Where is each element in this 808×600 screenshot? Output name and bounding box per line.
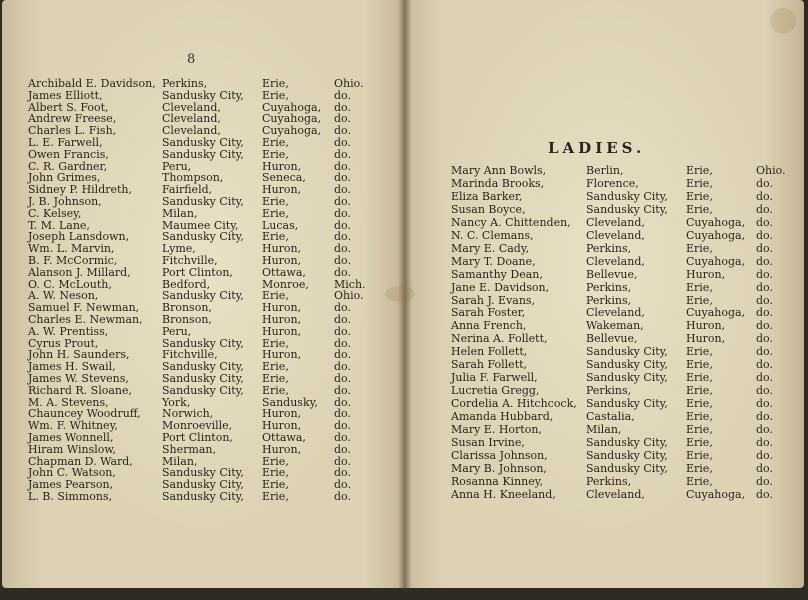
member-name: Anna French, bbox=[451, 319, 527, 333]
member-county: Erie, bbox=[686, 358, 713, 372]
member-state: do. bbox=[334, 324, 351, 338]
member-county: Erie, bbox=[686, 345, 713, 359]
member-town: Lyme, bbox=[162, 242, 196, 256]
member-town: Sandusky City, bbox=[162, 336, 244, 350]
member-county: Erie, bbox=[262, 289, 289, 303]
member-county: Cuyahoga, bbox=[686, 306, 746, 320]
member-county: Erie, bbox=[686, 176, 713, 190]
member-state: do. bbox=[334, 147, 351, 161]
member-town: Milan, bbox=[586, 423, 622, 436]
member-name: Richard R. Sloane, bbox=[28, 383, 133, 397]
member-state: do. bbox=[756, 254, 773, 268]
member-name: Cyrus Prout, bbox=[28, 336, 99, 350]
member-town: Bronson, bbox=[162, 313, 212, 326]
member-town: Cleveland, bbox=[586, 306, 645, 320]
member-town: Cleveland, bbox=[586, 487, 645, 501]
member-state: do. bbox=[756, 358, 773, 372]
member-county: Cuyahoga, bbox=[686, 487, 746, 501]
member-county: Erie, bbox=[686, 461, 713, 475]
member-county: Erie, bbox=[262, 230, 289, 244]
member-state: do. bbox=[756, 410, 773, 424]
member-state: do. bbox=[334, 195, 351, 208]
member-state: do. bbox=[756, 371, 773, 385]
member-town: Sandusky City, bbox=[586, 358, 668, 372]
member-town: Sandusky City, bbox=[586, 397, 668, 411]
member-county: Erie, bbox=[262, 454, 289, 468]
member-town: Sandusky City, bbox=[162, 360, 244, 374]
member-state: Ohio. bbox=[756, 164, 786, 177]
member-town: Sandusky City, bbox=[162, 230, 244, 244]
member-state: do. bbox=[334, 383, 351, 397]
member-town: Sandusky City, bbox=[586, 435, 668, 449]
member-county: Erie, bbox=[686, 435, 713, 449]
member-name: Clarissa Johnson, bbox=[451, 448, 548, 462]
member-name: Cordelia A. Hitchcock, bbox=[451, 397, 577, 411]
member-name: A. W. Prentiss, bbox=[28, 324, 109, 338]
member-town: Peru, bbox=[162, 324, 192, 338]
member-state: do. bbox=[334, 136, 351, 149]
member-town: Cleveland, bbox=[162, 124, 221, 138]
member-county: Cuyahoga, bbox=[262, 112, 322, 126]
member-name: J. B. Johnson, bbox=[28, 195, 102, 208]
member-county: Erie, bbox=[262, 478, 289, 492]
member-name: Wm. L. Marvin, bbox=[28, 242, 115, 256]
member-county: Erie, bbox=[262, 77, 289, 90]
paper-stain bbox=[385, 286, 415, 302]
member-county: Huron, bbox=[262, 242, 302, 256]
member-state: do. bbox=[334, 124, 351, 138]
member-town: Bellevue, bbox=[586, 332, 638, 346]
member-state: do. bbox=[756, 461, 773, 475]
member-town: Sandusky City, bbox=[586, 371, 668, 385]
member-name: L. B. Simmons, bbox=[28, 490, 113, 503]
member-town: Thompson, bbox=[162, 171, 224, 185]
member-town: Castalia, bbox=[586, 410, 635, 424]
member-name: Mary B. Johnson, bbox=[451, 461, 547, 475]
member-town: Perkins, bbox=[162, 77, 208, 90]
member-town: Fitchville, bbox=[162, 254, 218, 267]
member-town: Bellevue, bbox=[586, 267, 638, 281]
member-county: Huron, bbox=[686, 319, 726, 333]
member-county: Erie, bbox=[262, 466, 289, 480]
member-town: Sandusky City, bbox=[162, 289, 244, 303]
member-county: Erie, bbox=[686, 448, 713, 462]
member-town: Fairfield, bbox=[162, 183, 213, 197]
member-county: Erie, bbox=[686, 164, 713, 177]
member-name: B. F. McCormic, bbox=[28, 254, 118, 267]
member-name: L. E. Farwell, bbox=[28, 136, 103, 149]
member-state: do. bbox=[756, 345, 773, 359]
member-state: do. bbox=[756, 280, 773, 294]
member-state: do. bbox=[756, 435, 773, 449]
member-town: Monroeville, bbox=[162, 419, 233, 433]
member-state: do. bbox=[334, 466, 351, 480]
member-name: Andrew Freese, bbox=[28, 112, 117, 126]
member-state: do. bbox=[334, 171, 351, 185]
member-county: Erie, bbox=[686, 474, 713, 488]
member-town: Sandusky City, bbox=[586, 461, 668, 475]
member-town: Sandusky City, bbox=[586, 345, 668, 359]
member-name: Chapman D. Ward, bbox=[28, 454, 133, 468]
member-name: Wm. F. Whitney, bbox=[28, 419, 118, 433]
member-state: do. bbox=[334, 454, 351, 468]
member-town: Sandusky City, bbox=[586, 448, 668, 462]
member-state: do. bbox=[334, 254, 351, 267]
member-state: do. bbox=[756, 306, 773, 320]
member-name: Joseph Lansdown, bbox=[28, 230, 130, 244]
member-state: do. bbox=[756, 423, 773, 436]
member-name: M. A. Stevens, bbox=[28, 395, 109, 409]
member-state: do. bbox=[756, 215, 773, 229]
member-county: Erie, bbox=[686, 384, 713, 398]
member-town: Sherman, bbox=[162, 442, 216, 456]
member-name: Amanda Hubbard, bbox=[451, 410, 554, 424]
member-state: do. bbox=[334, 348, 351, 362]
member-town: Berlin, bbox=[586, 164, 624, 177]
member-county: Huron, bbox=[262, 159, 302, 173]
member-town: Wakeman, bbox=[586, 319, 644, 333]
member-county: Seneca, bbox=[262, 171, 306, 185]
member-name: Mary E. Cady, bbox=[451, 241, 530, 255]
member-state: do. bbox=[334, 431, 351, 444]
member-town: Maumee City, bbox=[162, 218, 239, 232]
member-state: do. bbox=[334, 360, 351, 374]
member-state: do. bbox=[334, 395, 351, 409]
member-state: do. bbox=[756, 332, 773, 346]
member-state: do. bbox=[756, 293, 773, 307]
member-county: Erie, bbox=[262, 360, 289, 374]
member-name: James Elliott, bbox=[28, 88, 103, 102]
member-county: Ottawa, bbox=[262, 431, 306, 444]
member-town: Peru, bbox=[162, 159, 192, 173]
member-state: do. bbox=[334, 407, 351, 421]
member-name: Jane E. Davidson, bbox=[451, 280, 550, 294]
member-county: Monroe, bbox=[262, 277, 309, 291]
member-state: do. bbox=[756, 487, 773, 501]
member-state: do. bbox=[334, 242, 351, 256]
member-town: Fitchville, bbox=[162, 348, 218, 362]
member-state: do. bbox=[334, 112, 351, 126]
member-town: Bronson, bbox=[162, 301, 212, 315]
member-county: Erie, bbox=[262, 490, 289, 503]
member-state: do. bbox=[756, 267, 773, 281]
member-name: John Grimes, bbox=[28, 171, 101, 185]
member-state: do. bbox=[756, 474, 773, 488]
member-state: do. bbox=[334, 218, 351, 232]
member-town: Sandusky City, bbox=[162, 372, 244, 385]
member-state: do. bbox=[756, 384, 773, 398]
member-name: Eliza Barker, bbox=[451, 189, 523, 203]
member-state: do. bbox=[756, 241, 773, 255]
member-name: Samanthy Dean, bbox=[451, 267, 543, 281]
member-name: Mary T. Doane, bbox=[451, 254, 536, 268]
member-name: James H. Swail, bbox=[28, 360, 116, 374]
member-state: do. bbox=[334, 478, 351, 492]
member-town: Norwich, bbox=[162, 407, 214, 421]
member-name: Chauncey Woodruff, bbox=[28, 407, 141, 421]
member-name: Susan Boyce, bbox=[451, 202, 526, 216]
member-name: John C. Watson, bbox=[28, 466, 116, 480]
member-name: Nancy A. Chittenden, bbox=[451, 215, 571, 229]
member-town: Sandusky City, bbox=[162, 466, 244, 480]
member-name: Susan Irvine, bbox=[451, 435, 525, 449]
member-state: do. bbox=[334, 301, 351, 315]
member-town: Sandusky City, bbox=[162, 478, 244, 492]
member-county: Huron, bbox=[262, 419, 302, 433]
member-state: do. bbox=[334, 336, 351, 350]
member-town: Cleveland, bbox=[586, 228, 645, 242]
member-county: Huron, bbox=[262, 183, 302, 197]
member-name: T. M. Lane, bbox=[28, 218, 90, 232]
member-state: do. bbox=[334, 159, 351, 173]
member-county: Erie, bbox=[686, 410, 713, 424]
member-name: C. Kelsey, bbox=[28, 206, 82, 220]
member-name: Owen Francis, bbox=[28, 147, 109, 161]
member-county: Erie, bbox=[262, 147, 289, 161]
member-town: Sandusky City, bbox=[162, 490, 244, 503]
member-town: Perkins, bbox=[586, 474, 632, 488]
member-county: Huron, bbox=[262, 324, 302, 338]
member-county: Huron, bbox=[262, 313, 302, 326]
member-county: Cuyahoga, bbox=[686, 228, 746, 242]
member-name: Samuel F. Newman, bbox=[28, 301, 140, 315]
member-county: Cuyahoga, bbox=[686, 215, 746, 229]
member-town: Perkins, bbox=[586, 384, 632, 398]
member-name: Julia F. Farwell, bbox=[451, 371, 538, 385]
member-county: Huron, bbox=[262, 407, 302, 421]
member-state: Mich. bbox=[334, 277, 366, 291]
member-state: do. bbox=[334, 372, 351, 385]
member-county: Erie, bbox=[686, 293, 713, 307]
member-town: Perkins, bbox=[586, 280, 632, 294]
member-town: Port Clinton, bbox=[162, 265, 233, 279]
member-state: do. bbox=[756, 176, 773, 190]
member-name: Anna H. Kneeland, bbox=[451, 487, 556, 501]
member-county: Erie, bbox=[686, 189, 713, 203]
member-county: Huron, bbox=[262, 442, 302, 456]
member-name: A. W. Neson, bbox=[28, 289, 99, 303]
member-county: Huron, bbox=[686, 267, 726, 281]
member-state: do. bbox=[334, 230, 351, 244]
member-state: do. bbox=[334, 88, 351, 102]
member-county: Cuyahoga, bbox=[686, 254, 746, 268]
member-name: Sidney P. Hildreth, bbox=[28, 183, 133, 197]
member-name: C. R. Gardner, bbox=[28, 159, 108, 173]
member-town: Sandusky City, bbox=[586, 189, 668, 203]
member-name: Mary Ann Bowls, bbox=[451, 164, 547, 177]
member-town: Sandusky City, bbox=[162, 383, 244, 397]
member-name: James W. Stevens, bbox=[28, 372, 129, 385]
member-state: do. bbox=[756, 189, 773, 203]
member-name: Charles L. Fish, bbox=[28, 124, 117, 138]
member-name: James Pearson, bbox=[28, 478, 114, 492]
member-state: do. bbox=[756, 228, 773, 242]
member-county: Erie, bbox=[262, 88, 289, 102]
member-town: Sandusky City, bbox=[162, 195, 244, 208]
member-town: Perkins, bbox=[586, 293, 632, 307]
member-state: do. bbox=[756, 319, 773, 333]
member-county: Huron, bbox=[262, 254, 302, 267]
member-county: Erie, bbox=[262, 136, 289, 149]
member-town: Cleveland, bbox=[162, 100, 221, 114]
member-state: do. bbox=[334, 442, 351, 456]
member-county: Cuyahoga, bbox=[262, 124, 322, 138]
member-town: Perkins, bbox=[586, 241, 632, 255]
member-state: do. bbox=[334, 206, 351, 220]
member-county: Cuyahoga, bbox=[262, 100, 322, 114]
member-name: O. C. McLouth, bbox=[28, 277, 112, 291]
member-name: Sarah Follett, bbox=[451, 358, 528, 372]
member-name: Rosanna Kinney, bbox=[451, 474, 543, 488]
page-number: 8 bbox=[187, 52, 196, 67]
member-state: do. bbox=[334, 265, 351, 279]
member-state: do. bbox=[334, 419, 351, 433]
member-state: do. bbox=[756, 397, 773, 411]
member-town: Port Clinton, bbox=[162, 431, 233, 444]
member-county: Erie, bbox=[686, 423, 713, 436]
member-county: Erie, bbox=[686, 371, 713, 385]
member-county: Sandusky, bbox=[262, 395, 318, 409]
member-town: Sandusky City, bbox=[162, 147, 244, 161]
member-name: Alanson J. Millard, bbox=[28, 265, 131, 279]
member-name: Nerina A. Follett, bbox=[451, 332, 548, 346]
member-name: Lucretia Gregg, bbox=[451, 384, 540, 398]
member-county: Erie, bbox=[686, 280, 713, 294]
member-county: Erie, bbox=[262, 206, 289, 220]
member-name: James Wonnell, bbox=[28, 431, 114, 444]
member-town: Milan, bbox=[162, 206, 198, 220]
member-county: Huron, bbox=[262, 348, 302, 362]
member-town: Sandusky City, bbox=[162, 136, 244, 149]
member-state: do. bbox=[334, 313, 351, 326]
member-town: Sandusky City, bbox=[586, 202, 668, 216]
member-county: Erie, bbox=[262, 372, 289, 385]
member-town: Florence, bbox=[586, 176, 639, 190]
member-town: Sandusky City, bbox=[162, 88, 244, 102]
member-state: Ohio. bbox=[334, 289, 364, 303]
member-county: Erie, bbox=[262, 336, 289, 350]
member-county: Erie, bbox=[262, 383, 289, 397]
member-town: Cleveland, bbox=[586, 254, 645, 268]
member-county: Huron, bbox=[686, 332, 726, 346]
member-state: do. bbox=[756, 202, 773, 216]
member-name: Mary E. Horton, bbox=[451, 423, 542, 436]
member-name: Charles E. Newman, bbox=[28, 313, 143, 326]
member-state: do. bbox=[334, 183, 351, 197]
member-name: Helen Follett, bbox=[451, 345, 528, 359]
member-county: Erie, bbox=[686, 397, 713, 411]
member-name: Marinda Brooks, bbox=[451, 176, 545, 190]
member-town: Cleveland, bbox=[162, 112, 221, 126]
member-county: Erie, bbox=[262, 195, 289, 208]
member-state: Ohio. bbox=[334, 77, 364, 90]
member-county: Lucas, bbox=[262, 218, 299, 232]
section-heading: LADIES. bbox=[548, 139, 646, 157]
member-county: Erie, bbox=[686, 241, 713, 255]
paper-stain bbox=[770, 8, 796, 34]
member-town: Bedford, bbox=[162, 277, 211, 291]
member-town: Cleveland, bbox=[586, 215, 645, 229]
member-name: Sarah Foster, bbox=[451, 306, 526, 320]
member-county: Ottawa, bbox=[262, 265, 306, 279]
member-name: Hiram Winslow, bbox=[28, 442, 116, 456]
member-town: York, bbox=[162, 395, 191, 409]
member-name: Albert S. Foot, bbox=[28, 100, 109, 114]
member-county: Huron, bbox=[262, 301, 302, 315]
member-county: Erie, bbox=[686, 202, 713, 216]
member-name: N. C. Clemans, bbox=[451, 228, 534, 242]
member-name: Archibald E. Davidson, bbox=[28, 77, 156, 90]
member-state: do. bbox=[334, 100, 351, 114]
member-state: do. bbox=[756, 448, 773, 462]
member-name: John H. Saunders, bbox=[28, 348, 130, 362]
member-town: Milan, bbox=[162, 454, 198, 468]
member-state: do. bbox=[334, 490, 351, 503]
member-name: Sarah J. Evans, bbox=[451, 293, 536, 307]
